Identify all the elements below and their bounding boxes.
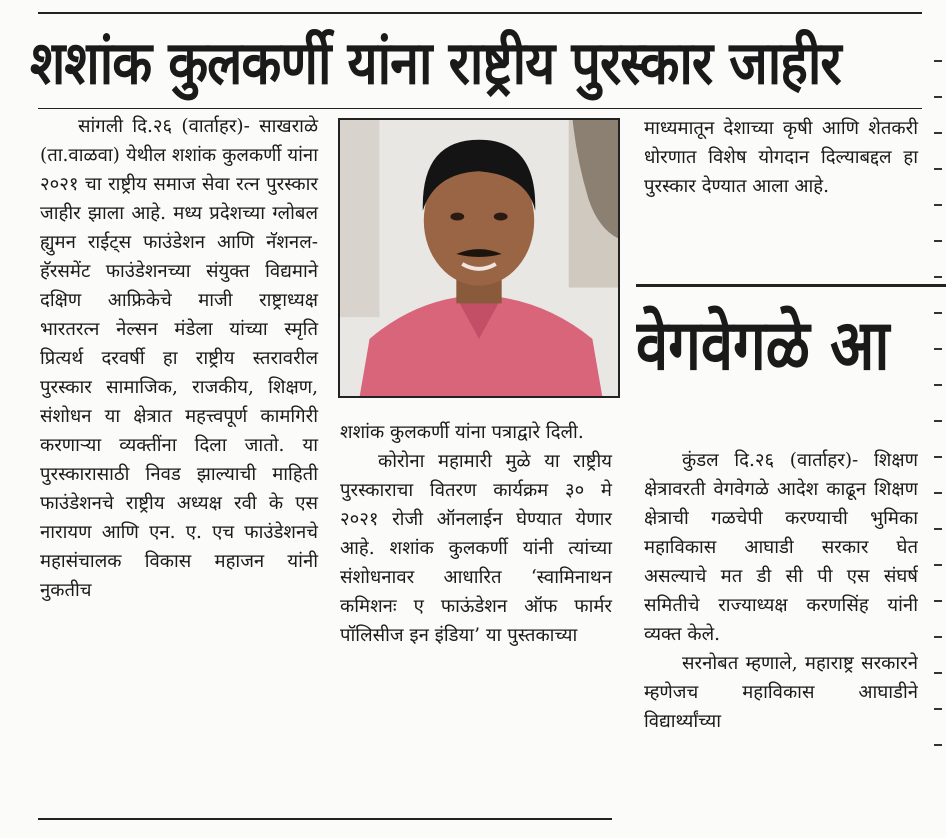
article-column-3 bbox=[644, 114, 918, 201]
edge-mark bbox=[934, 204, 942, 206]
article-column-1 bbox=[40, 112, 318, 605]
edge-mark bbox=[934, 564, 942, 566]
edge-mark bbox=[934, 528, 942, 530]
edge-mark bbox=[934, 708, 942, 710]
article-paragraph: शशांक कुलकर्णी यांना पत्राद्वारे दिली. bbox=[340, 422, 584, 443]
edge-mark bbox=[934, 132, 942, 134]
article-paragraph: सरनोबत म्हणाले, महाराष्ट्र सरकारने म्हणेजच महाविकास आघाडीने विद्यार्थ्यांच्या bbox=[644, 653, 918, 732]
edge-mark bbox=[934, 96, 942, 98]
edge-mark bbox=[934, 312, 942, 314]
edge-mark bbox=[934, 276, 942, 278]
headline-rule bbox=[38, 108, 922, 109]
second-article-headline: वेगवेगळे आ bbox=[636, 304, 890, 386]
top-rule bbox=[38, 12, 922, 14]
adjacent-column-edge bbox=[934, 60, 944, 780]
article-paragraph: कुंडल दि.२६ (वार्ताहर)- शिक्षण क्षेत्रावरती वेगवेगळे आदेश काढून शिक्षण क्षेत्राची गळचेपी करण्याची भुमिका महाविकास आघाडी सरकार घेत असल्याचे मत डी सी पी एस संघर्ष समितीचे राज्याध्यक्ष करणसिंह यांनी व्यक्त केले. bbox=[644, 450, 918, 645]
bottom-rule bbox=[38, 818, 612, 820]
edge-mark bbox=[934, 60, 942, 62]
edge-mark bbox=[934, 744, 942, 746]
edge-mark bbox=[934, 240, 942, 242]
second-article-column bbox=[644, 446, 918, 838]
edge-mark bbox=[934, 492, 942, 494]
portrait-image bbox=[340, 120, 618, 396]
edge-mark bbox=[934, 420, 942, 422]
edge-mark bbox=[934, 168, 942, 170]
portrait-photo bbox=[338, 118, 620, 398]
article-paragraph: कोरोना महामारी मुळे या राष्ट्रीय पुरस्काराचा वितरण कार्यक्रम ३० मे २०२१ रोजी ऑनलाईन घेण्यात येणार आहे. शशांक कुलकर्णी यांनी त्यांच्या संशोधनावर आधारित ‘स्वामिनाथन कमिशनः ए फाऊंडेशन ऑफ फार्मर पॉलिसीज इन इंडिया’ या पुस्तकाच्या bbox=[340, 451, 612, 646]
edge-mark bbox=[934, 348, 942, 350]
edge-mark bbox=[934, 636, 942, 638]
article-paragraph: माध्यमातून देशाच्या कृषी आणि शेतकरी धोरणात विशेष योगदान दिल्याबद्दल हा पुरस्कार देण्यात आला आहे. bbox=[644, 118, 918, 197]
edge-mark bbox=[934, 456, 942, 458]
article-column-2 bbox=[340, 418, 612, 650]
article-paragraph: सांगली दि.२६ (वार्ताहर)- साखराळे (ता.वाळवा) येथील शशांक कुलकर्णी यांना २०२१ चा राष्ट्रीय समाज सेवा रत्न पुरस्कार जाहीर झाला आहे. मध्य प्रदेशच्या ग्लोबल ह्युमन राईट्स फाउंडेशन आणि नॅशनल-हॅरसमेंट फाउंडेशनच्या संयुक्त विद्यमाने दक्षिण आफ्रिकेचे माजी राष्ट्राध्यक्ष भारतरत्न नेल्सन मंडेला यांच्या स्मृति प्रित्यर्थ दरवर्षी हा राष्ट्रीय स्तरावरील पुरस्कार सामाजिक, राजकीय, शिक्षण, संशोधन या क्षेत्रात महत्त्वपूर्ण कामगिरी करणाऱ्या व्यक्तींना दिला जातो. या पुरस्कारासाठी निवड झाल्याची माहिती फाउंडेशनचे राष्ट्रीय अध्यक्ष रवी के एस नारायण आणि एन. ए. एच फाउंडेशनचे महासंचालक विकास महाजन यांनी नुकतीच bbox=[40, 116, 318, 601]
edge-mark bbox=[934, 672, 942, 674]
article-headline: शशांक कुलकर्णी यांना राष्ट्रीय पुरस्कार जाहीर bbox=[30, 29, 841, 99]
edge-mark bbox=[934, 600, 942, 602]
edge-mark bbox=[934, 384, 942, 386]
